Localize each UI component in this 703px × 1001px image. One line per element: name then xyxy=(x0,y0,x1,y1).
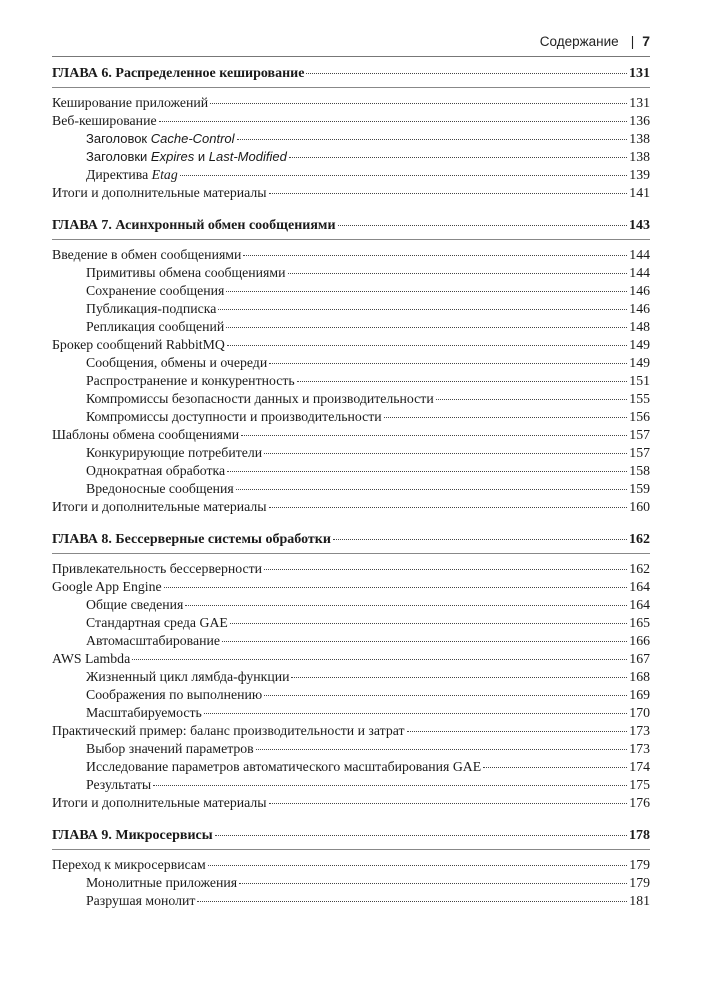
entry-page-number: 176 xyxy=(629,795,650,810)
leader-dots xyxy=(132,658,627,660)
leader-dots xyxy=(204,712,627,714)
entry-title: Сохранение сообщения xyxy=(86,283,225,298)
entry-page-number: 149 xyxy=(629,355,650,370)
entry-title: Распространение и конкурентность xyxy=(86,373,295,388)
toc-section[interactable] xyxy=(52,426,650,444)
entry-page-number: 164 xyxy=(629,597,650,612)
entry-page-number: 169 xyxy=(629,687,650,702)
entry-page-number: 146 xyxy=(629,301,650,316)
toc-subsection[interactable] xyxy=(52,444,650,462)
entry-title: Компромиссы доступности и производительности xyxy=(86,409,382,424)
entry-page-number: 149 xyxy=(629,337,650,352)
entry-title: Репликация сообщений xyxy=(86,319,225,334)
chapter-heading[interactable] xyxy=(52,826,650,845)
entry-page-number: 138 xyxy=(629,131,650,146)
entry-title: Публикация-подписка xyxy=(86,301,217,316)
leader-dots xyxy=(185,604,627,606)
leader-dots xyxy=(269,362,627,364)
entry-page-number: 131 xyxy=(629,66,650,81)
toc-subsection[interactable] xyxy=(52,300,650,318)
entry-page-number: 179 xyxy=(629,857,650,872)
leader-dots xyxy=(297,380,628,382)
entry-page-number: 141 xyxy=(629,185,650,200)
entry-page-number: 168 xyxy=(629,669,650,684)
leader-dots xyxy=(164,586,628,588)
entry-page-number: 170 xyxy=(629,705,650,720)
leader-dots xyxy=(269,802,628,804)
leader-dots xyxy=(197,900,627,902)
leader-dots xyxy=(227,470,627,472)
entry-title: Общие сведения xyxy=(86,597,184,612)
entry-title: Монолитные приложения xyxy=(86,875,238,890)
entry-page-number: 144 xyxy=(629,247,650,262)
chapter-heading[interactable] xyxy=(52,64,650,83)
chapter-rule xyxy=(52,239,650,240)
leader-dots xyxy=(269,506,628,508)
entry-page-number: 162 xyxy=(629,561,650,576)
entry-title: Жизненный цикл лямбда-функции xyxy=(86,669,290,684)
entry-page-number: 157 xyxy=(629,427,650,442)
toc-section[interactable] xyxy=(52,498,650,516)
entry-title: Сообщения, обмены и очереди xyxy=(86,355,268,370)
entry-title: Практический пример: баланс производительности и затрат xyxy=(52,723,405,738)
entry-page-number: 173 xyxy=(629,723,650,738)
leader-dots xyxy=(483,766,627,768)
entry-page-number: 178 xyxy=(629,828,650,843)
toc-section[interactable] xyxy=(52,650,650,668)
chapter-section xyxy=(52,216,650,516)
entry-page-number: 159 xyxy=(629,481,650,496)
entry-title: Брокер сообщений RabbitMQ xyxy=(52,337,225,352)
entry-page-number: 179 xyxy=(629,875,650,890)
entry-page-number: 156 xyxy=(629,409,650,424)
entry-page-number: 181 xyxy=(629,893,650,908)
entry-title: Выбор значений параметров xyxy=(86,741,254,756)
entry-title: ГЛАВА 8. Бессерверные системы обработки xyxy=(52,532,331,547)
chapter-heading[interactable] xyxy=(52,216,650,235)
leader-dots xyxy=(208,864,628,866)
entry-title: Компромиссы безопасности данных и производительности xyxy=(86,391,434,406)
toc-subsection[interactable] xyxy=(52,390,650,408)
entry-title: Однократная обработка xyxy=(86,463,226,478)
entry-title: Заголовок Cache-Control xyxy=(86,131,235,146)
entry-title: Google App Engine xyxy=(52,579,162,594)
toc-section[interactable] xyxy=(52,856,650,874)
chapter-rule xyxy=(52,849,650,850)
leader-dots xyxy=(289,156,627,158)
entry-page-number: 167 xyxy=(629,651,650,666)
chapter-section xyxy=(52,64,650,202)
entry-title: Привлекательность бессерверности xyxy=(52,561,263,576)
leader-dots xyxy=(306,72,627,74)
entry-page-number: 146 xyxy=(629,283,650,298)
leader-dots xyxy=(291,676,627,678)
entry-title: ГЛАВА 9. Микросервисы xyxy=(52,828,213,843)
entry-title: Результаты xyxy=(86,777,152,792)
toc-section[interactable] xyxy=(52,722,650,740)
entry-title: AWS Lambda xyxy=(52,651,131,666)
entry-page-number: 158 xyxy=(629,463,650,478)
entry-title: Соображения по выполнению xyxy=(86,687,263,702)
entry-title: Итоги и дополнительные материалы xyxy=(52,795,267,810)
table-of-contents xyxy=(52,64,650,910)
toc-section[interactable] xyxy=(52,94,650,112)
entry-page-number: 164 xyxy=(629,579,650,594)
toc-page xyxy=(52,0,650,1001)
entry-page-number: 162 xyxy=(629,532,650,547)
toc-subsection[interactable] xyxy=(52,264,650,282)
entry-page-number: 174 xyxy=(629,759,650,774)
entry-title: Вредоносные сообщения xyxy=(86,481,234,496)
leader-dots xyxy=(407,730,628,732)
leader-dots xyxy=(222,640,627,642)
entry-page-number: 175 xyxy=(629,777,650,792)
toc-subsection[interactable] xyxy=(52,130,650,148)
leader-dots xyxy=(264,452,627,454)
leader-dots xyxy=(153,784,627,786)
toc-section[interactable] xyxy=(52,578,650,596)
leader-dots xyxy=(180,174,628,176)
entry-title: Масштабируемость xyxy=(86,705,202,720)
entry-title: Итоги и дополнительные материалы xyxy=(52,499,267,514)
toc-subsection[interactable] xyxy=(52,318,650,336)
entry-title: Стандартная среда GAE xyxy=(86,615,228,630)
toc-subsection[interactable] xyxy=(52,354,650,372)
leader-dots xyxy=(215,834,627,836)
toc-subsection[interactable] xyxy=(52,704,650,722)
toc-section[interactable] xyxy=(52,246,650,264)
entry-page-number: 144 xyxy=(629,265,650,280)
leader-dots xyxy=(236,488,628,490)
entry-title: Кеширование приложений xyxy=(52,95,209,110)
toc-section[interactable] xyxy=(52,336,650,354)
entry-page-number: 155 xyxy=(629,391,650,406)
toc-subsection[interactable] xyxy=(52,462,650,480)
toc-subsection[interactable] xyxy=(52,408,650,426)
entry-title: ГЛАВА 7. Асинхронный обмен сообщениями xyxy=(52,218,336,233)
entry-title: Автомасштабирование xyxy=(86,633,220,648)
entry-title: Введение в обмен сообщениями xyxy=(52,247,242,262)
entry-title: Примитивы обмена сообщениями xyxy=(86,265,286,280)
leader-dots xyxy=(264,694,627,696)
leader-dots xyxy=(159,120,628,122)
leader-dots xyxy=(288,272,628,274)
leader-dots xyxy=(237,138,628,140)
entry-title: Разрушая монолит xyxy=(86,893,196,908)
entry-page-number: 139 xyxy=(629,167,650,182)
toc-subsection[interactable] xyxy=(52,892,650,910)
toc-subsection[interactable] xyxy=(52,480,650,498)
toc-subsection[interactable] xyxy=(52,686,650,704)
toc-subsection[interactable] xyxy=(52,614,650,632)
leader-dots xyxy=(210,102,627,104)
toc-subsection[interactable] xyxy=(52,740,650,758)
leader-dots xyxy=(269,192,628,194)
toc-subsection[interactable] xyxy=(52,632,650,650)
toc-subsection[interactable] xyxy=(52,874,650,892)
entry-page-number: 143 xyxy=(629,218,650,233)
entry-title: Исследование параметров автоматического масштабирования GAE xyxy=(86,759,482,774)
leader-dots xyxy=(226,290,627,292)
toc-subsection[interactable] xyxy=(52,372,650,390)
leader-dots xyxy=(333,538,627,540)
toc-section[interactable] xyxy=(52,184,650,202)
leader-dots xyxy=(243,254,627,256)
entry-page-number: 157 xyxy=(629,445,650,460)
leader-dots xyxy=(256,748,628,750)
entry-title: Заголовки Expires и Last-Modified xyxy=(86,149,287,164)
toc-section[interactable] xyxy=(52,112,650,130)
entry-page-number: 160 xyxy=(629,499,650,514)
toc-subsection[interactable] xyxy=(52,776,650,794)
leader-dots xyxy=(239,882,627,884)
leader-dots xyxy=(218,308,627,310)
leader-dots xyxy=(436,398,628,400)
entry-page-number: 131 xyxy=(629,95,650,110)
toc-subsection[interactable] xyxy=(52,166,650,184)
chapter-heading[interactable] xyxy=(52,530,650,549)
header-title: Содержание xyxy=(539,33,619,49)
entry-title: Итоги и дополнительные материалы xyxy=(52,185,267,200)
entry-page-number: 165 xyxy=(629,615,650,630)
toc-subsection[interactable] xyxy=(52,148,650,166)
leader-dots xyxy=(226,326,627,328)
entry-title: Конкурирующие потребители xyxy=(86,445,263,460)
leader-dots xyxy=(338,224,627,226)
toc-subsection[interactable] xyxy=(52,758,650,776)
entry-page-number: 136 xyxy=(629,113,650,128)
entry-page-number: 148 xyxy=(629,319,650,334)
toc-subsection[interactable] xyxy=(52,668,650,686)
chapter-rule xyxy=(52,87,650,88)
chapter-section xyxy=(52,530,650,812)
entry-title: Веб-кеширование xyxy=(52,113,157,128)
header-page-number: 7 xyxy=(642,33,650,49)
header-separator: | xyxy=(630,33,635,49)
running-header xyxy=(52,30,650,52)
chapter-section xyxy=(52,826,650,910)
toc-section[interactable] xyxy=(52,560,650,578)
entry-title: ГЛАВА 6. Распределенное кеширование xyxy=(52,66,305,81)
entry-title: Шаблоны обмена сообщениями xyxy=(52,427,240,442)
entry-page-number: 173 xyxy=(629,741,650,756)
toc-subsection[interactable] xyxy=(52,282,650,300)
entry-title: Переход к микросервисам xyxy=(52,857,206,872)
toc-section[interactable] xyxy=(52,794,650,812)
chapter-rule xyxy=(52,553,650,554)
entry-page-number: 166 xyxy=(629,633,650,648)
leader-dots xyxy=(241,434,627,436)
entry-page-number: 138 xyxy=(629,149,650,164)
toc-subsection[interactable] xyxy=(52,596,650,614)
header-rule xyxy=(52,56,650,57)
leader-dots xyxy=(230,622,627,624)
leader-dots xyxy=(264,568,627,570)
leader-dots xyxy=(384,416,628,418)
leader-dots xyxy=(227,344,627,346)
entry-title: Директива Etag xyxy=(86,167,178,182)
entry-page-number: 151 xyxy=(629,373,650,388)
